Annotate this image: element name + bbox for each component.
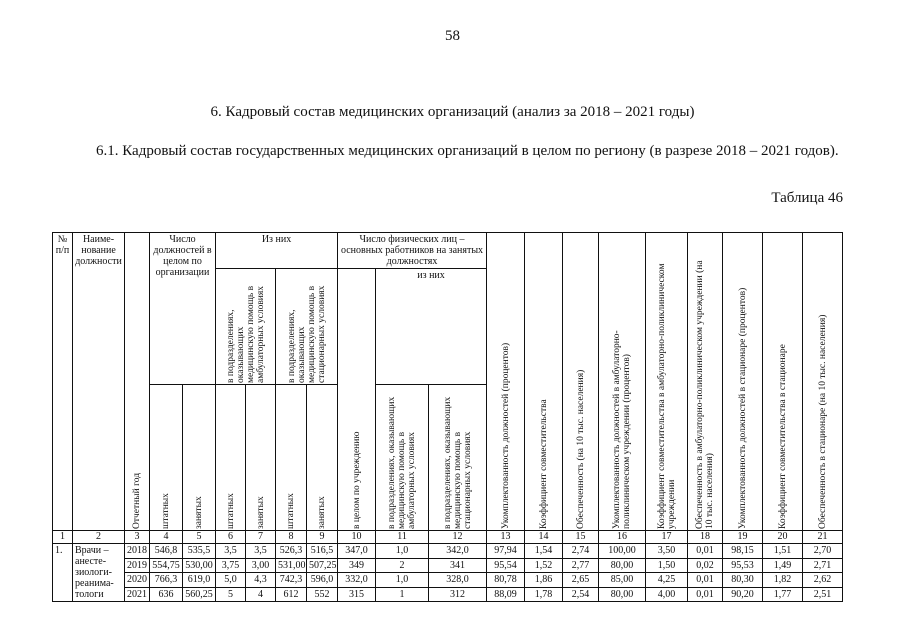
table-cell: 97,94 bbox=[487, 544, 525, 559]
table-cell: 312 bbox=[429, 587, 487, 602]
column-number: 20 bbox=[763, 531, 803, 544]
header-year: Отчетный год bbox=[125, 233, 150, 531]
header-persons-stat: в подразделениях, оказывающих медицинскую помощь в стационарных условиях bbox=[429, 385, 487, 531]
column-number: 8 bbox=[276, 531, 307, 544]
column-number: 9 bbox=[307, 531, 338, 544]
table-cell: 554,75 bbox=[150, 558, 183, 573]
row-position-name: Врачи – анесте-зиологи-реанима-тологи bbox=[73, 544, 125, 602]
table-cell: 2,51 bbox=[803, 587, 843, 602]
table-cell: 2,70 bbox=[803, 544, 843, 559]
table-cell: 596,0 bbox=[307, 573, 338, 588]
header-col20: Коэффициент совместительства в стационаре bbox=[763, 233, 803, 531]
table-cell: 80,78 bbox=[487, 573, 525, 588]
header-occupied-2: занятых bbox=[246, 385, 276, 531]
column-number: 18 bbox=[688, 531, 723, 544]
table-cell: 612 bbox=[276, 587, 307, 602]
table-cell: 546,8 bbox=[150, 544, 183, 559]
table-cell: 90,20 bbox=[723, 587, 763, 602]
header-occupied-3: занятых bbox=[307, 385, 338, 531]
table-cell: 1,49 bbox=[763, 558, 803, 573]
column-number: 17 bbox=[646, 531, 688, 544]
header-persons: Число физических лиц – основных работников на занятых должностях bbox=[338, 233, 487, 269]
subsection-text: 6.1. Кадровый состав государственных медицинских организаций в целом по региону (в разрезе 2018 – 2021 годов). bbox=[96, 143, 839, 159]
table-cell: 4,00 bbox=[646, 587, 688, 602]
table-cell: 1 bbox=[376, 587, 429, 602]
header-num: № п/п bbox=[53, 233, 73, 531]
column-number: 5 bbox=[183, 531, 216, 544]
year-cell: 2018 bbox=[125, 544, 150, 559]
table-cell: 100,00 bbox=[599, 544, 646, 559]
column-number: 21 bbox=[803, 531, 843, 544]
header-of-them: Из них bbox=[216, 233, 338, 269]
header-persons-amb: в подразделениях, оказывающих медицинскую помощь в амбулаторных условиях bbox=[376, 385, 429, 531]
table-cell: 349 bbox=[338, 558, 376, 573]
column-number: 19 bbox=[723, 531, 763, 544]
table-cell: 5,0 bbox=[216, 573, 246, 588]
table-cell: 341 bbox=[429, 558, 487, 573]
header-staff-2: штатных bbox=[216, 385, 246, 531]
table-cell: 507,25 bbox=[307, 558, 338, 573]
table-cell: 2,77 bbox=[563, 558, 599, 573]
column-number: 15 bbox=[563, 531, 599, 544]
header-occupied-1: занятых bbox=[183, 385, 216, 531]
column-number: 13 bbox=[487, 531, 525, 544]
table-cell: 1,52 bbox=[525, 558, 563, 573]
table-cell: 1,78 bbox=[525, 587, 563, 602]
header-staff-1: штатных bbox=[150, 385, 183, 531]
table-cell: 1,86 bbox=[525, 573, 563, 588]
table-cell: 1,51 bbox=[763, 544, 803, 559]
column-number: 1 bbox=[53, 531, 73, 544]
table-cell: 1,54 bbox=[525, 544, 563, 559]
header-total-inst: в целом по учреждению bbox=[338, 269, 376, 531]
table-cell: 2 bbox=[376, 558, 429, 573]
table-cell: 88,09 bbox=[487, 587, 525, 602]
table-row bbox=[53, 587, 843, 602]
table-cell: 1,82 bbox=[763, 573, 803, 588]
table-cell: 342,0 bbox=[429, 544, 487, 559]
column-number: 12 bbox=[429, 531, 487, 544]
table-cell: 1,0 bbox=[376, 544, 429, 559]
column-number: 16 bbox=[599, 531, 646, 544]
table-cell: 4 bbox=[246, 587, 276, 602]
table-cell: 1,0 bbox=[376, 573, 429, 588]
header-ambulatory: в подразделениях, оказывающих медицинскую помощь в амбулаторных условиях bbox=[216, 269, 276, 385]
table-cell: 98,15 bbox=[723, 544, 763, 559]
table-cell: 80,00 bbox=[599, 558, 646, 573]
staffing-table bbox=[52, 232, 843, 602]
table-cell: 526,3 bbox=[276, 544, 307, 559]
table-cell: 80,30 bbox=[723, 573, 763, 588]
table-cell: 332,0 bbox=[338, 573, 376, 588]
table-cell: 2,71 bbox=[803, 558, 843, 573]
row-index: 1. bbox=[53, 544, 73, 602]
table-cell: 552 bbox=[307, 587, 338, 602]
table-cell: 347,0 bbox=[338, 544, 376, 559]
table-cell: 535,5 bbox=[183, 544, 216, 559]
table-cell: 516,5 bbox=[307, 544, 338, 559]
table-cell: 4,25 bbox=[646, 573, 688, 588]
table-cell: 0,01 bbox=[688, 573, 723, 588]
table-cell: 3,50 bbox=[646, 544, 688, 559]
column-number: 10 bbox=[338, 531, 376, 544]
header-stationary: в подразделениях, оказывающих медицинскую помощь в стационарных условиях bbox=[276, 269, 338, 385]
table-cell: 0,01 bbox=[688, 544, 723, 559]
table-cell: 3,00 bbox=[246, 558, 276, 573]
section-heading: 6. Кадровый состав медицинских организаций (анализ за 2018 – 2021 годы) bbox=[210, 104, 695, 120]
header-col21: Обеспеченность в стационаре (на 10 тыс. населения) bbox=[803, 233, 843, 531]
table-cell: 766,3 bbox=[150, 573, 183, 588]
table-cell: 619,0 bbox=[183, 573, 216, 588]
table-row bbox=[53, 544, 843, 559]
column-number-row bbox=[53, 531, 843, 544]
table-cell: 3,5 bbox=[216, 544, 246, 559]
year-cell: 2019 bbox=[125, 558, 150, 573]
header-name: Наиме-нование должности bbox=[73, 233, 125, 531]
column-number: 6 bbox=[216, 531, 246, 544]
page-number: 58 bbox=[445, 28, 460, 44]
table-cell: 742,3 bbox=[276, 573, 307, 588]
header-of-them-lower: из них bbox=[376, 269, 487, 385]
header-col13: Укомплектованность должностей (процентов) bbox=[487, 233, 525, 531]
table-cell: 85,00 bbox=[599, 573, 646, 588]
header-positions: Число должностей в целом по организации bbox=[150, 233, 216, 385]
table-cell: 315 bbox=[338, 587, 376, 602]
table-cell: 95,53 bbox=[723, 558, 763, 573]
column-number: 11 bbox=[376, 531, 429, 544]
table-cell: 531,00 bbox=[276, 558, 307, 573]
table-cell: 2,62 bbox=[803, 573, 843, 588]
header-col17: Коэффициент совместительства в амбулаторно-поликлиническом учреждении bbox=[646, 233, 688, 531]
table-cell: 2,65 bbox=[563, 573, 599, 588]
header-col14: Коэффициент совместительства bbox=[525, 233, 563, 531]
table-cell: 3,75 bbox=[216, 558, 246, 573]
column-number: 4 bbox=[150, 531, 183, 544]
header-col16: Укомплектованность должностей в амбулаторно-поликлиническом учреждении (процентов) bbox=[599, 233, 646, 531]
table-cell: 0,02 bbox=[688, 558, 723, 573]
table-cell: 328,0 bbox=[429, 573, 487, 588]
header-staff-3: штатных bbox=[276, 385, 307, 531]
table-cell: 95,54 bbox=[487, 558, 525, 573]
table-cell: 2,74 bbox=[563, 544, 599, 559]
table-cell: 3,5 bbox=[246, 544, 276, 559]
header-col15: Обеспеченность (на 10 тыс. населения) bbox=[563, 233, 599, 531]
year-cell: 2020 bbox=[125, 573, 150, 588]
column-number: 3 bbox=[125, 531, 150, 544]
table-cell: 4,3 bbox=[246, 573, 276, 588]
table-cell: 1,77 bbox=[763, 587, 803, 602]
table-cell: 530,00 bbox=[183, 558, 216, 573]
table-cell: 80,00 bbox=[599, 587, 646, 602]
table-cell: 0,01 bbox=[688, 587, 723, 602]
table-row bbox=[53, 558, 843, 573]
table-cell: 636 bbox=[150, 587, 183, 602]
header-col19: Укомплектованность должностей в стационаре (процентов) bbox=[723, 233, 763, 531]
column-number: 7 bbox=[246, 531, 276, 544]
column-number: 2 bbox=[73, 531, 125, 544]
table-row bbox=[53, 573, 843, 588]
table-cell: 5 bbox=[216, 587, 246, 602]
table-cell: 560,25 bbox=[183, 587, 216, 602]
table-cell: 2,54 bbox=[563, 587, 599, 602]
table-cell: 1,50 bbox=[646, 558, 688, 573]
header-col18: Обеспеченность в амбулаторно-поликлиническом учреждении (на 10 тыс. населения) bbox=[688, 233, 723, 531]
table-caption: Таблица 46 bbox=[771, 190, 843, 206]
year-cell: 2021 bbox=[125, 587, 150, 602]
column-number: 14 bbox=[525, 531, 563, 544]
